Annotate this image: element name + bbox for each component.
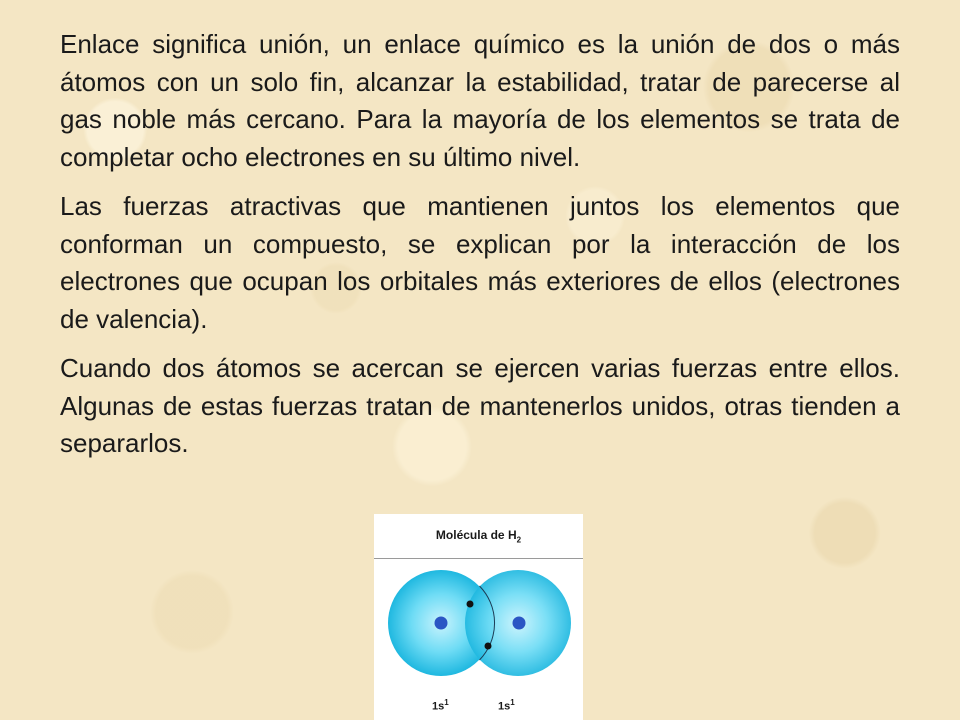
paragraph-atoms-approach: Cuando dos átomos se acercan se ejercen varias fuerzas entre ellos. Algunas de estas fuerzas tratan de mantenerlos unidos, otras tienden a separarlos. — [60, 353, 900, 458]
text-body — [60, 26, 900, 475]
h2-orbital-diagram — [374, 514, 583, 720]
right-nucleus — [513, 617, 526, 630]
electron-lower — [485, 643, 492, 650]
figure-title-subscript: 2 — [516, 535, 522, 545]
paragraph-bond-definition: Enlace significa unión, un enlace químico es la unión de dos o más átomos con un solo fin, alcanzar la estabilidad, tratar de parecerse al gas noble más cercano. Para la mayoría de los elementos se trata de completar ocho electrones en su último nivel. — [60, 29, 900, 172]
figure-title: Molécula de $H_2$ — [435, 528, 522, 545]
h2-molecule-figure — [374, 514, 583, 720]
paragraph-attractive-forces: Las fuerzas atractivas que mantienen juntos los elementos que conforman un compuesto, se explican por la interacción de los electrones que ocupan los orbitales más exteriores de ellos (electrones de valencia). — [60, 191, 900, 334]
orbital-label-right-sup: 1 — [510, 698, 515, 707]
orbital-label-left: $1s^1$ — [432, 698, 449, 713]
orbital-label-right: $1s^1$ — [498, 698, 515, 713]
orbital-label-left-sup: 1 — [444, 698, 449, 707]
left-nucleus — [435, 617, 448, 630]
electron-upper — [467, 601, 474, 608]
